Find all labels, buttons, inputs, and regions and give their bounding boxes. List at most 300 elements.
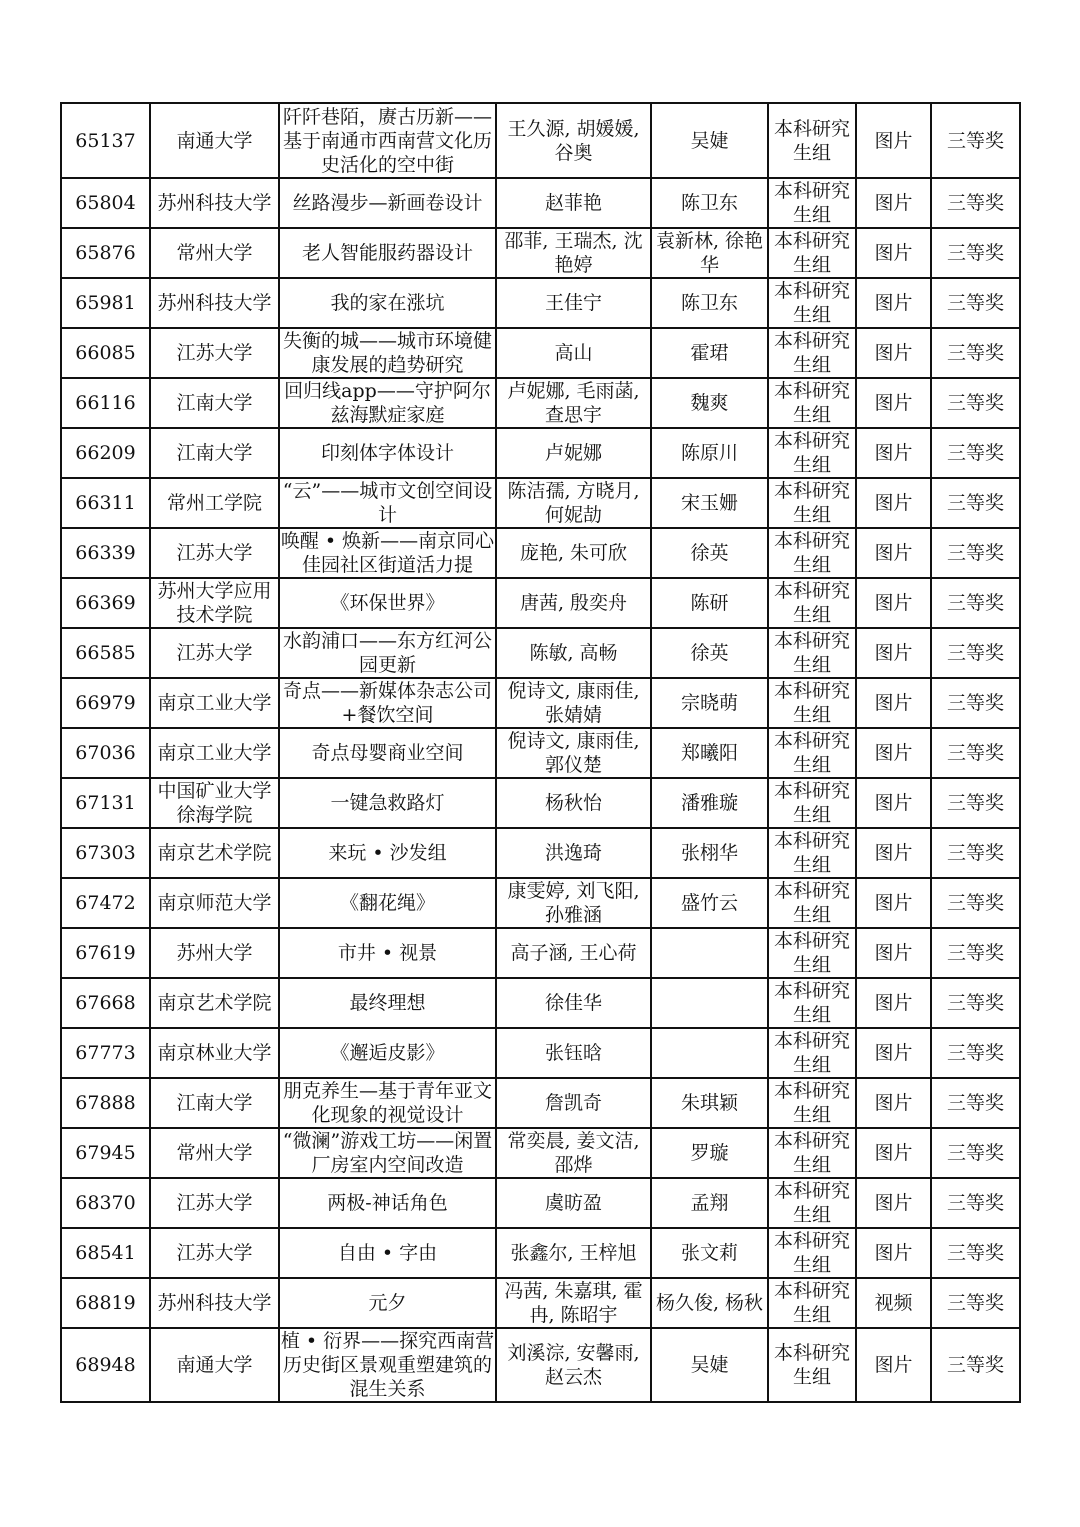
authors-cell-text: 常奕晨, 姜文洁, 邵烨 bbox=[507, 1130, 640, 1176]
school-cell bbox=[150, 828, 279, 878]
school-cell bbox=[150, 678, 279, 728]
advisor-cell-text: 孟翔 bbox=[690, 1192, 729, 1214]
award-cell-text: 三等奖 bbox=[946, 542, 1004, 564]
authors-cell bbox=[496, 478, 651, 528]
school-cell bbox=[150, 1178, 279, 1228]
award-cell bbox=[931, 478, 1020, 528]
work-type-cell-text: 图片 bbox=[874, 542, 913, 564]
award-cell-text: 三等奖 bbox=[946, 1354, 1004, 1376]
work-title-cell bbox=[279, 1278, 496, 1328]
school-cell-text: 江苏大学 bbox=[176, 1242, 253, 1264]
school-cell bbox=[150, 478, 279, 528]
group-cell bbox=[768, 578, 856, 628]
work-type-cell bbox=[856, 1128, 931, 1178]
table-row bbox=[61, 528, 1020, 578]
school-cell-text: 江苏大学 bbox=[176, 542, 253, 564]
school-cell-text: 苏州大学 bbox=[176, 942, 253, 964]
work-title-cell bbox=[279, 278, 496, 328]
work-title-cell bbox=[279, 978, 496, 1028]
work-type-cell bbox=[856, 528, 931, 578]
work-type-cell-text: 图片 bbox=[874, 1192, 913, 1214]
advisor-cell bbox=[651, 178, 768, 228]
work-type-cell bbox=[856, 478, 931, 528]
work-title-cell-text: 《环保世界》 bbox=[330, 592, 445, 614]
work-title-cell bbox=[279, 878, 496, 928]
award-cell-text: 三等奖 bbox=[946, 992, 1004, 1014]
entry-id-cell bbox=[61, 103, 150, 178]
award-cell-text: 三等奖 bbox=[946, 592, 1004, 614]
entry-id-cell-text: 66116 bbox=[75, 392, 136, 414]
advisor-cell bbox=[651, 978, 768, 1028]
authors-cell-text: 倪诗文, 康雨佳, 郭仪楚 bbox=[507, 730, 640, 776]
award-cell-text: 三等奖 bbox=[946, 192, 1004, 214]
authors-cell bbox=[496, 1128, 651, 1178]
award-cell-text: 三等奖 bbox=[946, 1192, 1004, 1214]
group-cell bbox=[768, 178, 856, 228]
entry-id-cell-text: 65981 bbox=[75, 292, 136, 314]
authors-cell bbox=[496, 378, 651, 428]
school-cell-text: 江苏大学 bbox=[176, 342, 253, 364]
work-title-cell bbox=[279, 1128, 496, 1178]
entry-id-cell bbox=[61, 728, 150, 778]
table-row bbox=[61, 678, 1020, 728]
advisor-cell bbox=[651, 1178, 768, 1228]
work-title-cell bbox=[279, 178, 496, 228]
work-type-cell-text: 图片 bbox=[874, 1242, 913, 1264]
work-title-cell-text: 《翻花绳》 bbox=[339, 892, 435, 914]
award-cell bbox=[931, 328, 1020, 378]
entry-id-cell-text: 65804 bbox=[75, 192, 136, 214]
award-cell bbox=[931, 1228, 1020, 1278]
entry-id-cell-text: 66085 bbox=[75, 342, 136, 364]
advisor-cell-text: 吴婕 bbox=[690, 1354, 729, 1376]
work-title-cell-text: 元夕 bbox=[368, 1292, 407, 1314]
school-cell bbox=[150, 428, 279, 478]
school-cell bbox=[150, 1278, 279, 1328]
group-cell bbox=[768, 1028, 856, 1078]
work-type-cell-text: 图片 bbox=[874, 292, 913, 314]
table-row bbox=[61, 928, 1020, 978]
advisor-cell bbox=[651, 578, 768, 628]
authors-cell-text: 张钰晗 bbox=[544, 1042, 602, 1064]
work-title-cell bbox=[279, 528, 496, 578]
work-title-cell-text: 丝路漫步—新画卷设计 bbox=[292, 192, 483, 214]
advisor-cell-text: 杨久俊, 杨秋 bbox=[655, 1292, 764, 1314]
entry-id-cell-text: 67303 bbox=[75, 842, 136, 864]
entry-id-cell-text: 66209 bbox=[75, 442, 136, 464]
authors-cell-text: 陈敏, 高畅 bbox=[529, 642, 618, 664]
advisor-cell bbox=[651, 1128, 768, 1178]
entry-id-cell bbox=[61, 1178, 150, 1228]
school-cell-text: 苏州大学应用技术学院 bbox=[157, 580, 272, 626]
advisor-cell-text: 张文莉 bbox=[680, 1242, 738, 1264]
school-cell bbox=[150, 528, 279, 578]
award-cell bbox=[931, 378, 1020, 428]
authors-cell-text: 康雯婷, 刘飞阳, 孙雅涵 bbox=[507, 880, 640, 926]
award-cell-text: 三等奖 bbox=[946, 1142, 1004, 1164]
authors-cell-text: 王佳宁 bbox=[544, 292, 602, 314]
work-type-cell-text: 图片 bbox=[874, 792, 913, 814]
work-title-cell-text: 唤醒 • 焕新——南京同心佳园社区街道活力提 bbox=[280, 530, 495, 576]
work-type-cell bbox=[856, 678, 931, 728]
authors-cell-text: 王久源, 胡媛媛, 谷奥 bbox=[507, 117, 640, 164]
school-cell bbox=[150, 228, 279, 278]
group-cell-text: 本科研究生组 bbox=[773, 117, 850, 164]
advisor-cell-text: 霍珺 bbox=[690, 342, 729, 364]
group-cell bbox=[768, 428, 856, 478]
authors-cell-text: 张鑫尔, 王梓旭 bbox=[510, 1242, 637, 1264]
entry-id-cell-text: 66585 bbox=[75, 642, 136, 664]
advisor-cell bbox=[651, 778, 768, 828]
table-row bbox=[61, 1278, 1020, 1328]
school-cell-text: 江苏大学 bbox=[176, 1192, 253, 1214]
school-cell bbox=[150, 928, 279, 978]
authors-cell-text: 卢妮娜, 毛雨菡, 查思宇 bbox=[507, 380, 640, 426]
work-title-cell bbox=[279, 228, 496, 278]
work-title-cell-text: 朋克养生—基于青年亚文化现象的视觉设计 bbox=[282, 1080, 492, 1126]
advisor-cell-text: 郑曦阳 bbox=[680, 742, 738, 764]
entry-id-cell bbox=[61, 778, 150, 828]
work-type-cell-text: 图片 bbox=[874, 1142, 913, 1164]
work-type-cell-text: 图片 bbox=[874, 1042, 913, 1064]
work-title-cell bbox=[279, 928, 496, 978]
work-title-cell bbox=[279, 428, 496, 478]
authors-cell bbox=[496, 328, 651, 378]
award-cell-text: 三等奖 bbox=[946, 342, 1004, 364]
school-cell-text: 南京工业大学 bbox=[157, 692, 272, 714]
school-cell bbox=[150, 278, 279, 328]
group-cell bbox=[768, 928, 856, 978]
entry-id-cell bbox=[61, 1228, 150, 1278]
work-title-cell bbox=[279, 378, 496, 428]
award-cell bbox=[931, 1278, 1020, 1328]
group-cell bbox=[768, 378, 856, 428]
advisor-cell bbox=[651, 328, 768, 378]
authors-cell bbox=[496, 928, 651, 978]
work-type-cell-text: 图片 bbox=[874, 642, 913, 664]
authors-cell bbox=[496, 1028, 651, 1078]
group-cell-text: 本科研究生组 bbox=[773, 730, 850, 776]
table-row bbox=[61, 228, 1020, 278]
work-type-cell-text: 图片 bbox=[874, 892, 913, 914]
authors-cell-text: 徐佳华 bbox=[544, 992, 602, 1014]
table-row bbox=[61, 428, 1020, 478]
group-cell bbox=[768, 1328, 856, 1402]
advisor-cell bbox=[651, 728, 768, 778]
entry-id-cell bbox=[61, 1278, 150, 1328]
group-cell bbox=[768, 528, 856, 578]
authors-cell bbox=[496, 628, 651, 678]
authors-cell-text: 卢妮娜 bbox=[544, 442, 602, 464]
advisor-cell bbox=[651, 378, 768, 428]
work-title-cell bbox=[279, 478, 496, 528]
school-cell bbox=[150, 1128, 279, 1178]
school-cell-text: 南京艺术学院 bbox=[157, 992, 272, 1014]
work-title-cell bbox=[279, 1228, 496, 1278]
award-cell bbox=[931, 828, 1020, 878]
entry-id-cell bbox=[61, 678, 150, 728]
advisor-cell bbox=[651, 1078, 768, 1128]
award-cell bbox=[931, 528, 1020, 578]
work-type-cell bbox=[856, 1278, 931, 1328]
entry-id-cell-text: 68948 bbox=[75, 1354, 136, 1376]
group-cell-text: 本科研究生组 bbox=[773, 180, 850, 226]
group-cell bbox=[768, 778, 856, 828]
school-cell-text: 江南大学 bbox=[176, 392, 253, 414]
authors-cell-text: 詹凯奇 bbox=[544, 1092, 602, 1114]
table-row bbox=[61, 178, 1020, 228]
award-cell-text: 三等奖 bbox=[946, 942, 1004, 964]
work-type-cell-text: 图片 bbox=[874, 1092, 913, 1114]
entry-id-cell-text: 65876 bbox=[75, 242, 136, 264]
school-cell bbox=[150, 628, 279, 678]
advisor-cell-text: 罗璇 bbox=[690, 1142, 729, 1164]
award-cell-text: 三等奖 bbox=[946, 642, 1004, 664]
group-cell-text: 本科研究生组 bbox=[773, 830, 850, 876]
work-type-cell bbox=[856, 378, 931, 428]
school-cell-text: 苏州科技大学 bbox=[157, 292, 272, 314]
authors-cell-text: 洪逸琦 bbox=[544, 842, 602, 864]
work-title-cell bbox=[279, 1028, 496, 1078]
entry-id-cell-text: 66979 bbox=[75, 692, 136, 714]
award-cell-text: 三等奖 bbox=[946, 242, 1004, 264]
work-title-cell bbox=[279, 628, 496, 678]
work-title-cell-text: 水韵浦口——东方红河公园更新 bbox=[282, 630, 492, 676]
award-cell-text: 三等奖 bbox=[946, 742, 1004, 764]
advisor-cell bbox=[651, 428, 768, 478]
award-cell bbox=[931, 428, 1020, 478]
authors-cell-text: 杨秋怡 bbox=[544, 792, 602, 814]
advisor-cell bbox=[651, 628, 768, 678]
authors-cell bbox=[496, 678, 651, 728]
authors-cell bbox=[496, 978, 651, 1028]
table-row bbox=[61, 578, 1020, 628]
award-cell bbox=[931, 228, 1020, 278]
work-type-cell bbox=[856, 278, 931, 328]
advisor-cell-text: 徐英 bbox=[690, 542, 729, 564]
school-cell bbox=[150, 178, 279, 228]
school-cell-text: 南京林业大学 bbox=[157, 1042, 272, 1064]
work-title-cell bbox=[279, 1178, 496, 1228]
work-type-cell bbox=[856, 328, 931, 378]
advisor-cell-text: 宋玉姗 bbox=[680, 492, 738, 514]
entry-id-cell bbox=[61, 228, 150, 278]
work-title-cell-text: 奇点母婴商业空间 bbox=[311, 742, 464, 764]
school-cell bbox=[150, 103, 279, 178]
authors-cell-text: 虞昉盈 bbox=[544, 1192, 602, 1214]
advisor-cell bbox=[651, 103, 768, 178]
group-cell-text: 本科研究生组 bbox=[773, 280, 850, 326]
school-cell-text: 常州大学 bbox=[176, 1142, 253, 1164]
group-cell bbox=[768, 828, 856, 878]
work-type-cell bbox=[856, 728, 931, 778]
school-cell bbox=[150, 1078, 279, 1128]
work-type-cell bbox=[856, 578, 931, 628]
award-cell bbox=[931, 1078, 1020, 1128]
authors-cell bbox=[496, 1078, 651, 1128]
work-title-cell bbox=[279, 1328, 496, 1402]
work-type-cell bbox=[856, 778, 931, 828]
work-title-cell bbox=[279, 103, 496, 178]
work-type-cell bbox=[856, 628, 931, 678]
work-title-cell-text: 《邂逅皮影》 bbox=[330, 1042, 445, 1064]
work-title-cell bbox=[279, 328, 496, 378]
advisor-cell-text: 袁新林, 徐艳华 bbox=[655, 230, 764, 276]
entry-id-cell bbox=[61, 878, 150, 928]
entry-id-cell bbox=[61, 828, 150, 878]
authors-cell-text: 刘溪淙, 安馨雨, 赵云杰 bbox=[507, 1342, 640, 1388]
group-cell-text: 本科研究生组 bbox=[773, 1180, 850, 1226]
group-cell bbox=[768, 278, 856, 328]
entry-id-cell bbox=[61, 528, 150, 578]
entry-id-cell bbox=[61, 278, 150, 328]
work-type-cell bbox=[856, 1228, 931, 1278]
entry-id-cell bbox=[61, 478, 150, 528]
work-title-cell-text: 回归线app——守护阿尔兹海默症家庭 bbox=[284, 380, 491, 426]
group-cell-text: 本科研究生组 bbox=[773, 1080, 850, 1126]
work-type-cell bbox=[856, 1178, 931, 1228]
award-cell-text: 三等奖 bbox=[946, 292, 1004, 314]
work-title-cell-text: 来玩 • 沙发组 bbox=[328, 842, 447, 864]
authors-cell-text: 邵菲, 王瑞杰, 沈艳婷 bbox=[504, 230, 643, 276]
advisor-cell bbox=[651, 878, 768, 928]
award-cell-text: 三等奖 bbox=[946, 1042, 1004, 1064]
work-title-cell-text: 失衡的城——城市环境健康发展的趋势研究 bbox=[282, 330, 492, 376]
award-cell bbox=[931, 1028, 1020, 1078]
advisor-cell-text: 吴婕 bbox=[690, 129, 729, 152]
authors-cell bbox=[496, 778, 651, 828]
table-row bbox=[61, 878, 1020, 928]
work-type-cell-text: 图片 bbox=[874, 992, 913, 1014]
entry-id-cell-text: 67888 bbox=[75, 1092, 136, 1114]
entry-id-cell-text: 67131 bbox=[75, 792, 136, 814]
work-type-cell bbox=[856, 878, 931, 928]
group-cell bbox=[768, 628, 856, 678]
work-type-cell-text: 图片 bbox=[874, 342, 913, 364]
group-cell bbox=[768, 978, 856, 1028]
authors-cell bbox=[496, 103, 651, 178]
award-cell bbox=[931, 778, 1020, 828]
work-title-cell-text: 一键急救路灯 bbox=[330, 792, 445, 814]
awards-table bbox=[60, 102, 1021, 1403]
work-title-cell-text: 奇点——新媒体杂志公司+餐饮空间 bbox=[282, 680, 492, 726]
group-cell bbox=[768, 1078, 856, 1128]
award-cell-text: 三等奖 bbox=[946, 1242, 1004, 1264]
advisor-cell bbox=[651, 1028, 768, 1078]
group-cell bbox=[768, 878, 856, 928]
school-cell-text: 江南大学 bbox=[176, 442, 253, 464]
group-cell-text: 本科研究生组 bbox=[773, 980, 850, 1026]
authors-cell-text: 冯茜, 朱嘉琪, 霍冉, 陈昭宇 bbox=[504, 1280, 643, 1326]
award-cell-text: 三等奖 bbox=[946, 792, 1004, 814]
work-type-cell-text: 图片 bbox=[874, 592, 913, 614]
advisor-cell bbox=[651, 928, 768, 978]
advisor-cell bbox=[651, 828, 768, 878]
group-cell bbox=[768, 1278, 856, 1328]
group-cell-text: 本科研究生组 bbox=[773, 1130, 850, 1176]
table-row bbox=[61, 778, 1020, 828]
school-cell bbox=[150, 328, 279, 378]
school-cell-text: 南通大学 bbox=[176, 1354, 253, 1376]
entry-id-cell-text: 68819 bbox=[75, 1292, 136, 1314]
school-cell bbox=[150, 378, 279, 428]
authors-cell bbox=[496, 178, 651, 228]
work-title-cell-text: 老人智能服药器设计 bbox=[301, 242, 473, 264]
award-cell bbox=[931, 278, 1020, 328]
award-cell bbox=[931, 103, 1020, 178]
authors-cell bbox=[496, 428, 651, 478]
group-cell-text: 本科研究生组 bbox=[773, 430, 850, 476]
work-title-cell-text: 印刻体字体设计 bbox=[320, 442, 454, 464]
table-row bbox=[61, 1228, 1020, 1278]
authors-cell-text: 陈洁孺, 方晓月, 何妮劼 bbox=[507, 480, 640, 526]
table-row bbox=[61, 1178, 1020, 1228]
award-cell-text: 三等奖 bbox=[946, 492, 1004, 514]
authors-cell bbox=[496, 878, 651, 928]
entry-id-cell bbox=[61, 328, 150, 378]
award-cell bbox=[931, 1178, 1020, 1228]
award-cell-text: 三等奖 bbox=[946, 129, 1004, 152]
group-cell-text: 本科研究生组 bbox=[773, 230, 850, 276]
table-row bbox=[61, 828, 1020, 878]
advisor-cell bbox=[651, 678, 768, 728]
work-type-cell-text: 图片 bbox=[874, 692, 913, 714]
advisor-cell-text: 朱琪颖 bbox=[680, 1092, 738, 1114]
group-cell bbox=[768, 478, 856, 528]
authors-cell bbox=[496, 728, 651, 778]
work-type-cell bbox=[856, 978, 931, 1028]
school-cell-text: 苏州科技大学 bbox=[157, 1292, 272, 1314]
group-cell-text: 本科研究生组 bbox=[773, 1230, 850, 1276]
advisor-cell-text: 陈卫东 bbox=[680, 192, 738, 214]
entry-id-cell-text: 67472 bbox=[75, 892, 136, 914]
advisor-cell-text: 潘雅璇 bbox=[680, 792, 738, 814]
entry-id-cell bbox=[61, 978, 150, 1028]
group-cell-text: 本科研究生组 bbox=[773, 1030, 850, 1076]
award-cell bbox=[931, 1328, 1020, 1402]
table-row bbox=[61, 328, 1020, 378]
entry-id-cell-text: 66339 bbox=[75, 542, 136, 564]
advisor-cell bbox=[651, 1278, 768, 1328]
group-cell bbox=[768, 1228, 856, 1278]
school-cell-text: 常州大学 bbox=[176, 242, 253, 264]
advisor-cell-text: 徐英 bbox=[690, 642, 729, 664]
work-type-cell-text: 图片 bbox=[874, 742, 913, 764]
award-cell-text: 三等奖 bbox=[946, 442, 1004, 464]
advisor-cell-text: 张栩华 bbox=[680, 842, 738, 864]
table-row bbox=[61, 103, 1020, 178]
work-type-cell-text: 视频 bbox=[874, 1292, 913, 1314]
table-row bbox=[61, 478, 1020, 528]
work-title-cell bbox=[279, 778, 496, 828]
work-type-cell-text: 图片 bbox=[874, 1354, 913, 1376]
table-row bbox=[61, 728, 1020, 778]
school-cell-text: 苏州科技大学 bbox=[157, 192, 272, 214]
work-title-cell-text: 植 • 衍界——探究西南营历史街区景观重塑建筑的混生关系 bbox=[280, 1330, 495, 1400]
table-row bbox=[61, 1128, 1020, 1178]
work-type-cell bbox=[856, 428, 931, 478]
work-type-cell bbox=[856, 928, 931, 978]
authors-cell bbox=[496, 1178, 651, 1228]
school-cell-text: 江苏大学 bbox=[176, 642, 253, 664]
entry-id-cell-text: 67773 bbox=[75, 1042, 136, 1064]
school-cell-text: 常州工学院 bbox=[166, 492, 262, 514]
advisor-cell-text: 宗晓萌 bbox=[680, 692, 738, 714]
award-cell bbox=[931, 728, 1020, 778]
advisor-cell bbox=[651, 478, 768, 528]
school-cell-text: 江南大学 bbox=[176, 1092, 253, 1114]
work-type-cell bbox=[856, 228, 931, 278]
